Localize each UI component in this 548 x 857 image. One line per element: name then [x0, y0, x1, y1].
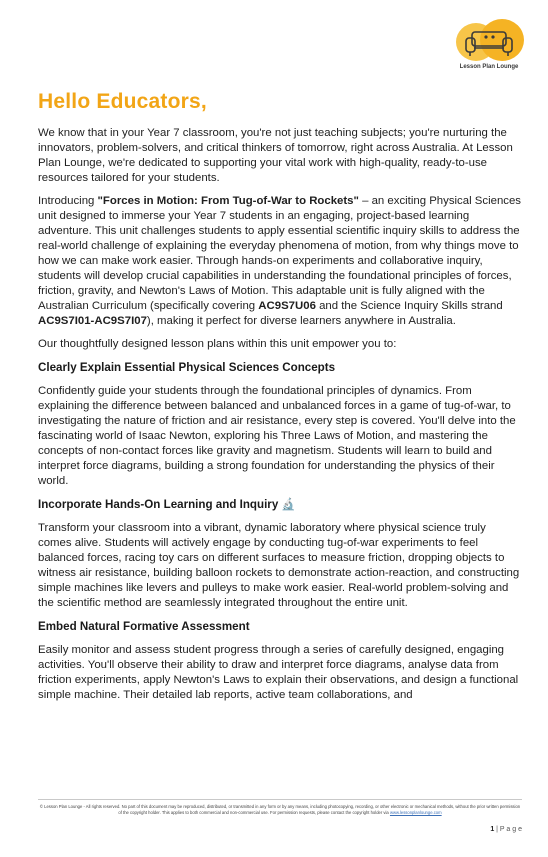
logo-text: Lesson Plan Lounge [459, 64, 519, 70]
unit-text-2: and the Science Inquiry Skills strand [315, 300, 503, 312]
section-heading-hands-on [38, 497, 522, 512]
unit-lead: Introducing [38, 195, 98, 207]
curriculum-code-2: AC9S7I01-AC9S7I07 [38, 315, 147, 327]
section-heading-concepts: Clearly Explain Essential Physical Sciences Concepts [38, 361, 336, 374]
page-label: | P a g e [496, 826, 522, 833]
page-title: Hello Educators, [38, 90, 207, 113]
microscope-icon: 🔬 [281, 498, 296, 511]
brand-logo [450, 18, 528, 74]
page-number [490, 826, 522, 833]
sofa-icon [450, 18, 528, 62]
footer-divider [38, 799, 522, 800]
unit-text-3: ), making it perfect for diverse learners anywhere in Australia. [146, 315, 456, 327]
unit-paragraph [38, 194, 522, 329]
section-heading-assessment: Embed Natural Formative Assessment [38, 620, 250, 633]
section-title-hands-on: Incorporate Hands-On Learning and Inquiry [38, 498, 279, 511]
intro-paragraph: We know that in your Year 7 classroom, you're not just teaching subjects; you're nurturing the innovators, problem-solvers, and critical thinkers of tomorrow, right across Australia. At Lesson Plan Lounge, we're dedicated to supporting your vital work with high-quality, ready-to-use resources tailored for your students. [38, 127, 513, 184]
section-body-assessment: Easily monitor and assess student progress through a series of carefully designed, engaging activities. You'll observe their ability to draw and interpret force diagrams, analyse data from friction experiments, apply Newton's Laws to explain their observations, and design a functional simple machine. Their detailed lab reports, active team collaborations, and [38, 644, 519, 701]
page-number-value: 1 [490, 826, 495, 833]
unit-title: "Forces in Motion: From Tug-of-War to Rockets" [97, 195, 359, 207]
unit-text-1: – an exciting Physical Sciences unit designed to immerse your Year 7 students in an engaging, project-based learning adventure. This unit challenges students to apply essential scientific inquiry skills to address the real-world challenge of explaining the everyday phenomena of motion, from why things move to how we can make work easier. Through hands-on experiments and collaborative inquiry, students will develop crucial capabilities in understanding the foundational principles of forces, friction, gravity, and Newton's Laws of Motion. This adaptable unit is fully aligned with the Australian Curriculum (specifically covering [38, 195, 522, 312]
section-body-hands-on: Transform your classroom into a vibrant, dynamic laboratory where physical science truly comes alive. Students will actively engage by conducting tug-of-war experiments to feel balanced forces, racing toy cars on different surfaces to measure friction, dropping objects to witness air resistance, building balloon rockets to demonstrate action-reaction, and constructing simple machines like levers and pulleys to make work easier. Real-world problem-solving and the scientific method are seamlessly integrated throughout the entire unit. [38, 522, 520, 609]
section-body-concepts: Confidently guide your students through the foundational principles of dynamics. From explaining the difference between balanced and unbalanced forces in a game of tug-of-war, to investigating the nature of friction and air resistance, every step is covered. You'll delve into the fascinating world of Isaac Newton, exploring his Three Laws of Motion, and mastering the concepts of non-contact forces like gravity and magnetism. Students will learn to build and interpret force diagrams, building a strong foundation for understanding the physics of their world. [38, 385, 516, 487]
copyright-text: © Lesson Plan Lounge - All rights reserved. No part of this document may be reproduced, distributed, or transmitted in any form or by any means, including photocopying, recording, or other electronic or mechanical methods, without the prior written permission of the copyright holder. This applies to both commercial and non-commercial use. For permission requests, please contact the copyright holder via [39, 804, 521, 815]
curriculum-code-1: AC9S7U06 [258, 300, 316, 312]
website-link[interactable]: www.lessonplanlounge.com [389, 809, 442, 815]
lesson-intro: Our thoughtfully designed lesson plans within this unit empower you to: [38, 338, 397, 350]
copyright-notice [38, 804, 522, 815]
document-body [38, 126, 522, 711]
